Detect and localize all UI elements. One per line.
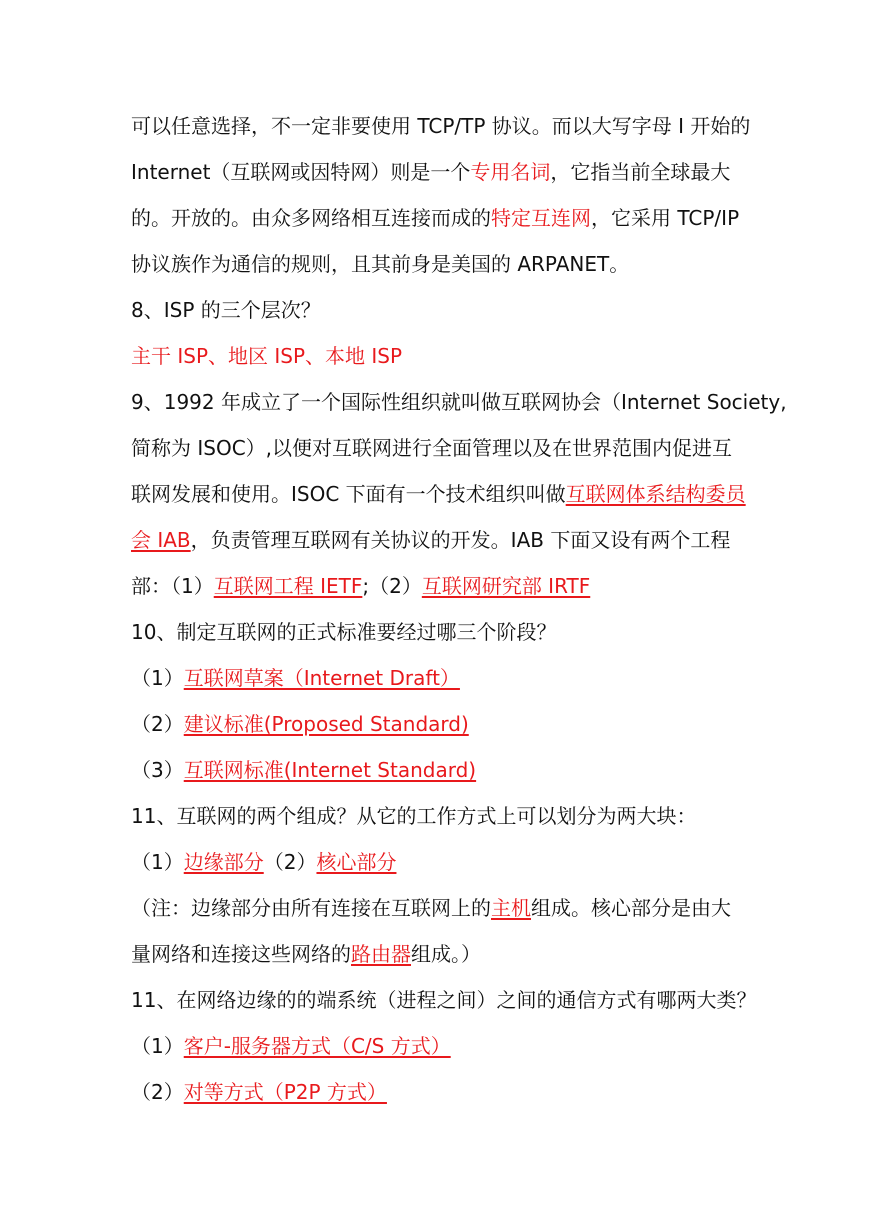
text-span: 部：（1）	[131, 574, 214, 598]
item-number: （1）	[131, 666, 184, 690]
paragraph-line	[131, 195, 741, 241]
question-8	[131, 287, 741, 333]
text-span: ，它采用 TCP/IP	[591, 206, 740, 230]
answer-item	[131, 701, 741, 747]
question-9-line	[131, 425, 741, 471]
text-span: 9、1992 年成立了一个国际性组织就叫做互联网协会（Internet Society,	[131, 390, 787, 414]
answer-term: 建议标准(Proposed Standard)	[183, 712, 469, 736]
answer-item	[131, 839, 741, 885]
answer-term: 会 IAB	[131, 528, 191, 552]
answer-term: 路由器	[351, 942, 411, 966]
answer-term: 主机	[491, 896, 531, 920]
question-9-line	[131, 517, 741, 563]
text-span: ;（2）	[362, 574, 422, 598]
answer-term: 互联网标准(Internet Standard)	[183, 758, 477, 782]
answer-term: 互联网研究部 IRTF	[421, 574, 591, 598]
question-11b	[131, 977, 757, 1023]
question-11	[131, 793, 741, 839]
highlight-term: 特定互连网	[491, 206, 591, 230]
answer-term: 互联网草案（Internet Draft）	[183, 666, 460, 690]
document-page	[131, 103, 787, 1115]
text-span: 的。开放的。由众多网络相互连接而成的	[131, 206, 491, 230]
question-text: 10、制定互联网的正式标准要经过哪三个阶段？	[131, 620, 557, 644]
question-text: 8、ISP 的三个层次？	[131, 298, 321, 322]
question-9-line	[131, 471, 746, 517]
text-span: 组成。）	[411, 942, 481, 966]
item-number: （2）	[131, 712, 184, 736]
question-9-line	[131, 379, 787, 425]
text-span: （注：边缘部分由所有连接在互联网上的	[131, 896, 491, 920]
answer-term: 客户-服务器方式（C/S 方式）	[183, 1034, 451, 1058]
paragraph-line	[131, 241, 741, 287]
text-span: 组成。核心部分是由大	[531, 896, 731, 920]
text-span: ，负责管理互联网有关协议的开发。IAB 下面又设有两个工程	[190, 528, 731, 552]
answer-term: 互联网体系结构委员	[565, 482, 746, 506]
answer-term: 核心部分	[316, 850, 397, 874]
question-text: 11、在网络边缘的的端系统（进程之间）之间的通信方式有哪两大类？	[131, 988, 757, 1012]
item-number: （1）	[131, 1034, 184, 1058]
text-span: 协议族作为通信的规则，且其前身是美国的 ARPANET。	[131, 252, 630, 276]
item-number: （2）	[263, 850, 317, 874]
question-text: 11、互联网的两个组成？从它的工作方式上可以划分为两大块：	[131, 804, 697, 828]
text-span: ，它指当前全球最大	[550, 160, 731, 184]
answer-item	[131, 1069, 741, 1115]
answer-8	[131, 333, 741, 379]
paragraph-line	[131, 149, 741, 195]
question-10	[131, 609, 741, 655]
answer-item	[131, 655, 741, 701]
answer-item	[131, 1023, 741, 1069]
item-number: （2）	[131, 1080, 184, 1104]
text-span: 可以任意选择，不一定非要使用 TCP/TP 协议。而以大写字母 I 开始的	[131, 114, 751, 138]
answer-term: 边缘部分	[183, 850, 264, 874]
item-number: （1）	[131, 850, 184, 874]
answer-text: 主干 ISP、地区 ISP、本地 ISP	[131, 344, 403, 368]
text-span: 简称为 ISOC）,以便对互联网进行全面管理以及在世界范围内促进互	[131, 436, 733, 460]
answer-item	[131, 747, 741, 793]
paragraph-line	[131, 103, 751, 149]
item-number: （3）	[131, 758, 184, 782]
answer-term: 互联网工程 IETF	[213, 574, 363, 598]
text-span: Internet（互联网或因特网）则是一个	[131, 160, 471, 184]
answer-term: 对等方式（P2P 方式）	[183, 1080, 387, 1104]
highlight-term: 专用名词	[470, 160, 551, 184]
note-line	[131, 931, 741, 977]
note-line	[131, 885, 741, 931]
question-9-line	[131, 563, 741, 609]
text-span: 量网络和连接这些网络的	[131, 942, 351, 966]
text-span: 联网发展和使用。ISOC 下面有一个技术组织叫做	[131, 482, 566, 506]
